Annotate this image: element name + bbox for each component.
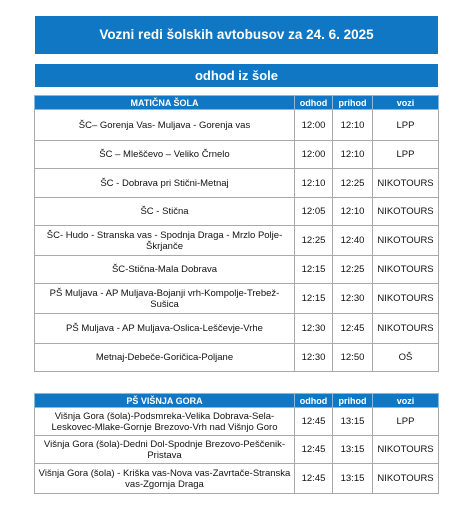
route-cell: PŠ Muljava - AP Muljava-Bojanji vrh-Kompolje-Trebež-Sušica (35, 284, 295, 314)
table-row (35, 256, 439, 284)
operator-cell: NIKOTOURS (373, 284, 439, 314)
route-cell: ŠC- Hudo - Stranska vas - Spodnja Draga - Mrzlo Polje-Škrjanče (35, 226, 295, 256)
arrival-cell: 13:15 (333, 464, 373, 494)
departure-cell: 12:00 (295, 110, 333, 141)
arrival-cell: 13:15 (333, 436, 373, 464)
page-title: Vozni redi šolskih avtobusov za 24. 6. 2025 (35, 16, 438, 54)
header-school: MATIČNA ŠOLA (35, 96, 295, 110)
operator-cell: NIKOTOURS (373, 314, 439, 344)
header-operator: vozi (373, 96, 439, 110)
departure-cell: 12:45 (295, 436, 333, 464)
arrival-cell: 12:45 (333, 314, 373, 344)
route-cell: ŠC– Gorenja Vas- Muljava - Gorenja vas (35, 110, 295, 141)
table-row (35, 344, 439, 372)
route-cell: Višnja Gora (šola) - Kriška vas-Nova vas-Zavrtače-Stranska vas-Zgornja Draga (35, 464, 295, 494)
departure-cell: 12:30 (295, 314, 333, 344)
departure-cell: 12:10 (295, 169, 333, 198)
table-row (35, 169, 439, 198)
arrival-cell: 12:10 (333, 198, 373, 226)
operator-cell: NIKOTOURS (373, 436, 439, 464)
departure-cell: 12:15 (295, 284, 333, 314)
table-row (35, 198, 439, 226)
table-row (35, 464, 439, 494)
arrival-cell: 12:40 (333, 226, 373, 256)
route-cell: ŠC-Stična-Mala Dobrava (35, 256, 295, 284)
operator-cell: NIKOTOURS (373, 464, 439, 494)
arrival-cell: 12:30 (333, 284, 373, 314)
table-row (35, 141, 439, 169)
operator-cell: NIKOTOURS (373, 226, 439, 256)
route-cell: ŠC - Dobrava pri Stični-Metnaj (35, 169, 295, 198)
header-arrival: prihod (333, 96, 373, 110)
header-operator: vozi (373, 394, 439, 408)
arrival-cell: 13:15 (333, 408, 373, 436)
operator-cell: NIKOTOURS (373, 169, 439, 198)
header-departure: odhod (295, 394, 333, 408)
table-row (35, 436, 439, 464)
schedule-table-visnja-gora (34, 393, 439, 494)
route-cell: ŠC - Stična (35, 198, 295, 226)
section-subtitle: odhod iz šole (35, 64, 438, 87)
departure-cell: 12:45 (295, 464, 333, 494)
table-row (35, 110, 439, 141)
header-school: PŠ VIŠNJA GORA (35, 394, 295, 408)
arrival-cell: 12:25 (333, 256, 373, 284)
table-row (35, 408, 439, 436)
route-cell: Višnja Gora (šola)-Dedni Dol-Spodnje Brezovo-Peščenik-Pristava (35, 436, 295, 464)
departure-cell: 12:15 (295, 256, 333, 284)
table-header-row (35, 96, 439, 110)
departure-cell: 12:05 (295, 198, 333, 226)
table-row (35, 226, 439, 256)
header-arrival: prihod (333, 394, 373, 408)
arrival-cell: 12:10 (333, 110, 373, 141)
departure-cell: 12:45 (295, 408, 333, 436)
table-header-row (35, 394, 439, 408)
table-row (35, 284, 439, 314)
route-cell: Metnaj-Debeče-Goričica-Poljane (35, 344, 295, 372)
operator-cell: LPP (373, 110, 439, 141)
route-cell: ŠC – Mleščevo – Veliko Črnelo (35, 141, 295, 169)
operator-cell: LPP (373, 408, 439, 436)
header-departure: odhod (295, 96, 333, 110)
operator-cell: NIKOTOURS (373, 256, 439, 284)
table-row (35, 314, 439, 344)
operator-cell: LPP (373, 141, 439, 169)
arrival-cell: 12:50 (333, 344, 373, 372)
operator-cell: NIKOTOURS (373, 198, 439, 226)
arrival-cell: 12:25 (333, 169, 373, 198)
departure-cell: 12:00 (295, 141, 333, 169)
schedule-table-maticna (34, 95, 439, 372)
route-cell: Višnja Gora (šola)-Podsmreka-Velika Dobrava-Sela-Leskovec-Mlake-Gornje Brezovo-Vrh nad Višnjo Goro (35, 408, 295, 436)
route-cell: PŠ Muljava - AP Muljava-Oslica-Leščevje-Vrhe (35, 314, 295, 344)
operator-cell: OŠ (373, 344, 439, 372)
arrival-cell: 12:10 (333, 141, 373, 169)
departure-cell: 12:25 (295, 226, 333, 256)
departure-cell: 12:30 (295, 344, 333, 372)
